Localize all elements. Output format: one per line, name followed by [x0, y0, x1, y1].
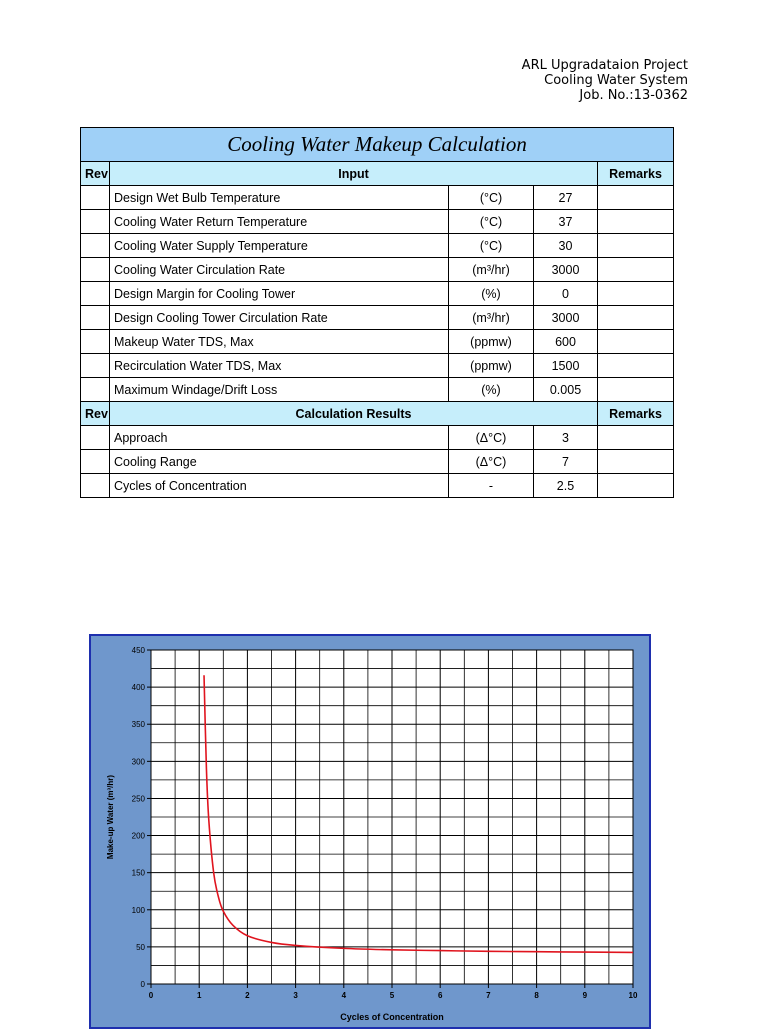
x-tick-label: 0 — [148, 991, 154, 1000]
y-axis-label: Make-up Water (m³/hr) — [106, 774, 115, 860]
document-header — [522, 58, 688, 103]
y-tick-label: 450 — [131, 646, 145, 655]
x-tick-label: 9 — [582, 991, 588, 1000]
remarks-cell — [598, 234, 674, 258]
rev-cell — [81, 450, 110, 474]
table-row — [81, 426, 674, 450]
y-tick-label: 300 — [131, 757, 145, 767]
results-section-header: Calculation Results — [110, 402, 598, 426]
remarks-cell — [598, 450, 674, 474]
parameter-value: 3000 — [534, 258, 598, 282]
table-row — [81, 210, 674, 234]
parameter-label: Cycles of Concentration — [110, 474, 449, 498]
y-tick-label: 200 — [131, 831, 145, 841]
y-tick-label: 100 — [131, 905, 145, 915]
x-tick-label: 1 — [196, 991, 202, 1000]
rev-cell — [81, 306, 110, 330]
rev-cell — [81, 234, 110, 258]
rev-cell — [81, 426, 110, 450]
parameter-value: 3 — [534, 426, 598, 450]
x-tick-label: 5 — [389, 991, 395, 1000]
parameter-unit: (%) — [449, 282, 534, 306]
table-row — [81, 186, 674, 210]
y-tick-label: 0 — [140, 980, 145, 989]
parameter-label: Cooling Water Return Temperature — [110, 210, 449, 234]
parameter-label: Recirculation Water TDS, Max — [110, 354, 449, 378]
table-row — [81, 282, 674, 306]
calculation-table-viewport — [78, 125, 678, 507]
rev-cell — [81, 282, 110, 306]
parameter-value: 600 — [534, 330, 598, 354]
parameter-label: Design Margin for Cooling Tower — [110, 282, 449, 306]
parameter-value: 0.005 — [534, 378, 598, 402]
rev-cell — [81, 330, 110, 354]
parameter-value: 7 — [534, 450, 598, 474]
parameter-value: 2.5 — [534, 474, 598, 498]
y-tick-label: 250 — [131, 794, 145, 804]
parameter-value: 37 — [534, 210, 598, 234]
parameter-unit: (ppmw) — [449, 354, 534, 378]
remarks-cell — [598, 474, 674, 498]
remarks-cell — [598, 354, 674, 378]
x-tick-label: 8 — [534, 991, 539, 1000]
parameter-value: 0 — [534, 282, 598, 306]
rev-cell — [81, 378, 110, 402]
remarks-cell — [598, 306, 674, 330]
remarks-cell — [598, 186, 674, 210]
table-row — [81, 330, 674, 354]
results-header-row — [81, 402, 674, 426]
parameter-label: Approach — [110, 426, 449, 450]
x-tick-label: 3 — [293, 991, 298, 1000]
rev-cell — [81, 186, 110, 210]
parameter-label: Cooling Water Supply Temperature — [110, 234, 449, 258]
parameter-unit: (°C) — [449, 234, 534, 258]
chart-canvas — [91, 636, 649, 1027]
makeup-water-chart — [89, 634, 651, 1029]
parameter-value: 27 — [534, 186, 598, 210]
parameter-unit: (Δ°C) — [449, 426, 534, 450]
table-title: Cooling Water Makeup Calculation — [81, 128, 674, 162]
y-tick-label: 350 — [131, 720, 145, 730]
remarks-header: Remarks — [598, 402, 674, 426]
remarks-cell — [598, 426, 674, 450]
parameter-unit: (m³/hr) — [449, 258, 534, 282]
table-row — [81, 306, 674, 330]
parameter-unit: (m³/hr) — [449, 306, 534, 330]
system-name: Cooling Water System — [544, 73, 688, 88]
x-tick-label: 7 — [486, 991, 491, 1000]
project-name: ARL Upgradataion Project — [521, 58, 688, 73]
table-row — [81, 474, 674, 498]
parameter-unit: (%) — [449, 378, 534, 402]
parameter-value: 3000 — [534, 306, 598, 330]
parameter-label: Makeup Water TDS, Max — [110, 330, 449, 354]
remarks-cell — [598, 210, 674, 234]
input-section-header: Input — [110, 162, 598, 186]
job-number: Job. No.:13-0362 — [579, 88, 688, 103]
parameter-unit: (ppmw) — [449, 330, 534, 354]
parameter-label: Design Wet Bulb Temperature — [110, 186, 449, 210]
parameter-unit: (°C) — [449, 186, 534, 210]
rev-cell — [81, 210, 110, 234]
table-row — [81, 258, 674, 282]
y-tick-label: 150 — [131, 868, 145, 878]
rev-cell — [81, 258, 110, 282]
parameter-unit: (Δ°C) — [449, 450, 534, 474]
rev-cell — [81, 474, 110, 498]
y-tick-label: 50 — [136, 942, 145, 952]
parameter-value: 1500 — [534, 354, 598, 378]
rev-header: Rev — [81, 162, 110, 186]
y-tick-label: 400 — [131, 683, 145, 693]
remarks-header: Remarks — [598, 162, 674, 186]
parameter-label: Maximum Windage/Drift Loss — [110, 378, 449, 402]
remarks-cell — [598, 282, 674, 306]
remarks-cell — [598, 330, 674, 354]
x-tick-label: 2 — [245, 991, 250, 1000]
x-tick-label: 4 — [341, 991, 347, 1000]
table-row — [81, 378, 674, 402]
parameter-label: Cooling Range — [110, 450, 449, 474]
calculation-table — [80, 127, 674, 498]
parameter-label: Design Cooling Tower Circulation Rate — [110, 306, 449, 330]
remarks-cell — [598, 378, 674, 402]
parameter-value: 30 — [534, 234, 598, 258]
parameter-label: Cooling Water Circulation Rate — [110, 258, 449, 282]
rev-cell — [81, 354, 110, 378]
remarks-cell — [598, 258, 674, 282]
table-row — [81, 234, 674, 258]
table-row — [81, 354, 674, 378]
input-header-row — [81, 162, 674, 186]
rev-header: Rev — [81, 402, 110, 426]
x-tick-label: 6 — [437, 991, 443, 1000]
x-axis-label: Cycles of Concentration — [340, 1012, 444, 1022]
parameter-unit: - — [449, 474, 534, 498]
x-tick-label: 10 — [628, 991, 638, 1000]
table-row — [81, 450, 674, 474]
parameter-unit: (°C) — [449, 210, 534, 234]
